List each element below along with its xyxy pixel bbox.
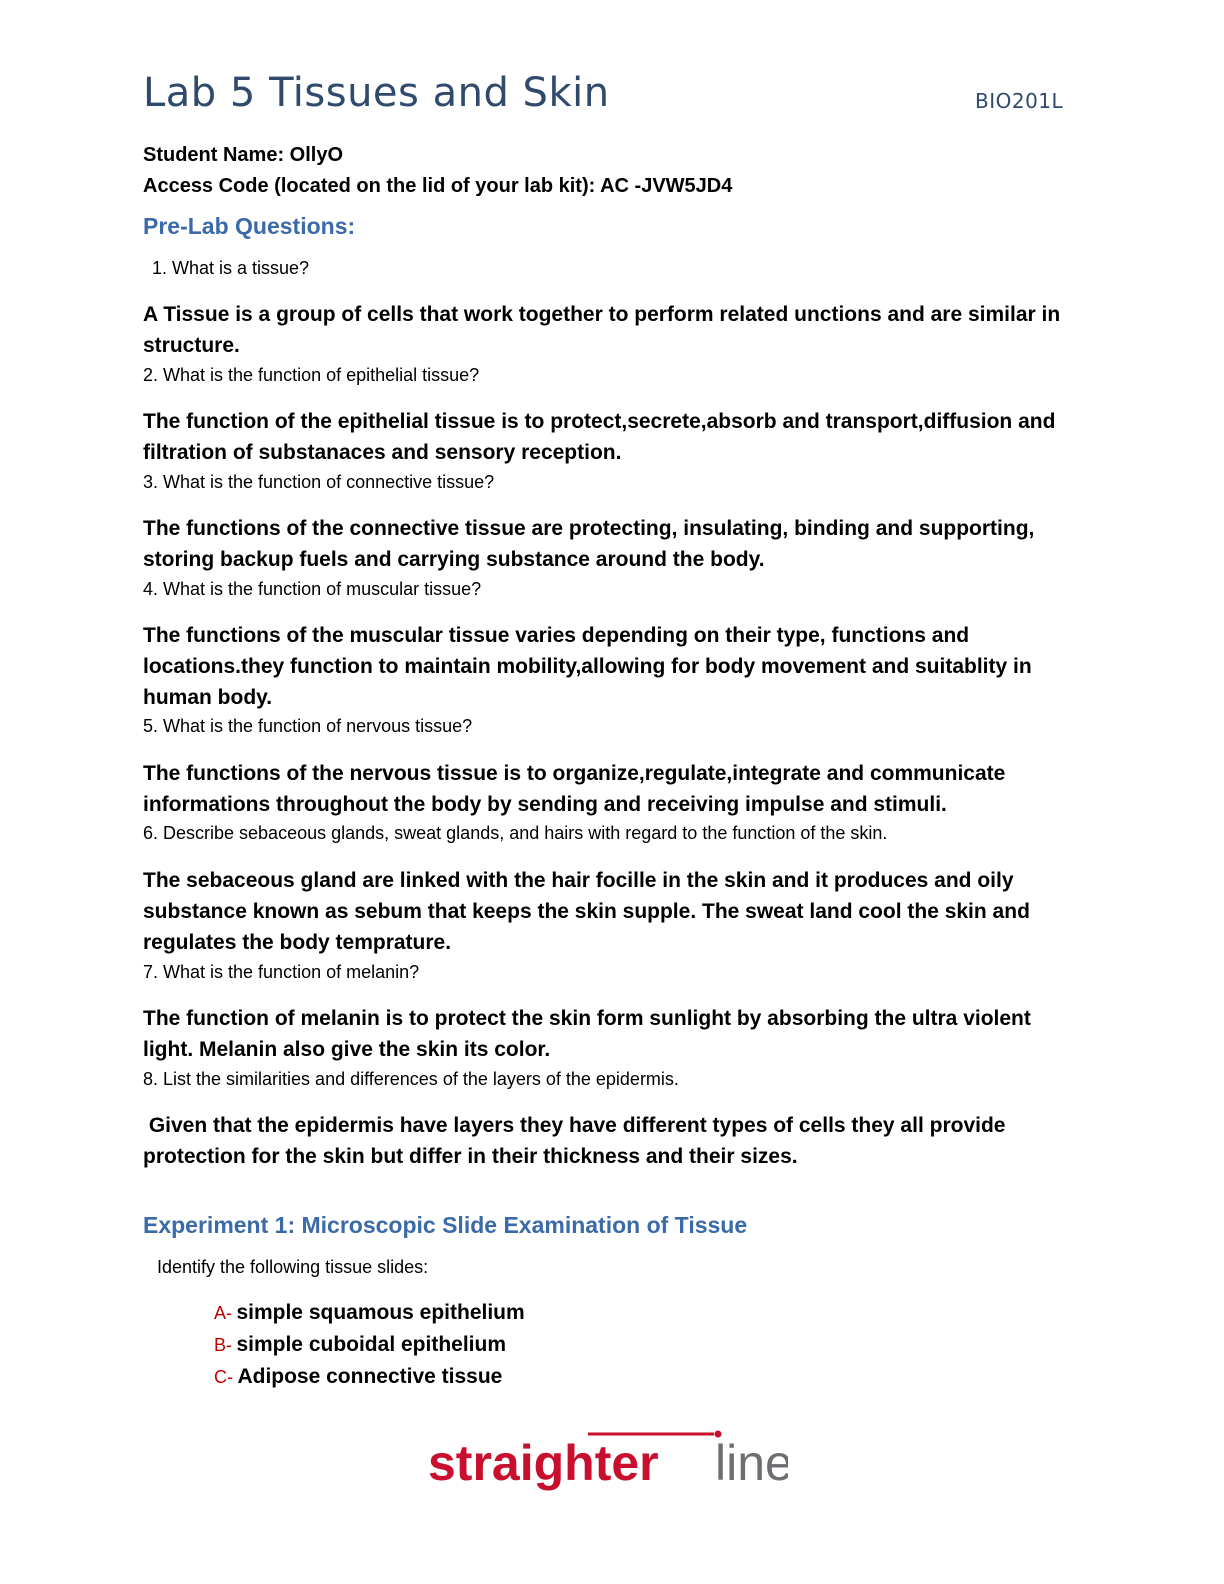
answer-7-line-2: light. Melanin also give the skin its color. bbox=[143, 1038, 551, 1061]
answer-1-line-2: structure. bbox=[143, 334, 240, 357]
course-code: BIO201L bbox=[975, 89, 1064, 113]
slide-item-c bbox=[214, 1365, 502, 1389]
question-5: 5. What is the function of nervous tissue? bbox=[143, 716, 473, 736]
answer-4-line-1: The functions of the muscular tissue varies depending on their type, functions and bbox=[143, 624, 970, 647]
slide-item-a bbox=[214, 1301, 525, 1325]
answer-1-line-1: A Tissue is a group of cells that work together to perform related unctions and are similar in bbox=[143, 303, 1061, 326]
prelab-heading: Pre-Lab Questions: bbox=[143, 213, 356, 239]
question-3: 3. What is the function of connective tissue? bbox=[143, 472, 495, 492]
answer-6-line-3: regulates the body temprature. bbox=[143, 931, 452, 954]
straighterline-logo bbox=[428, 1428, 788, 1503]
slide-letter: A- bbox=[214, 1303, 232, 1323]
slide-answer: Adipose connective tissue bbox=[237, 1365, 503, 1388]
slide-answer: simple squamous epithelium bbox=[236, 1301, 525, 1324]
answer-6-line-2: substance known as sebum that keeps the skin supple. The sweat land cool the skin and bbox=[143, 900, 1030, 923]
question-8: 8. List the similarities and differences of the layers of the epidermis. bbox=[143, 1069, 679, 1089]
answer-2-line-1: The function of the epithelial tissue is to protect,secrete,absorb and transport,diffusion and bbox=[143, 410, 1056, 433]
answer-4-line-3: human body. bbox=[143, 686, 273, 709]
question-1: 1. What is a tissue? bbox=[152, 258, 310, 278]
student-name: Student Name: OllyO bbox=[143, 144, 344, 166]
answer-5-line-2: informations throughout the body by sending and receiving impulse and stimuli. bbox=[143, 793, 947, 816]
answer-8-line-1: Given that the epidermis have layers they have different types of cells they all provide bbox=[143, 1114, 1006, 1137]
logo-text-straighter: straighter bbox=[428, 1435, 659, 1491]
document-title: Lab 5 Tissues and Skin bbox=[143, 70, 610, 116]
slide-letter: C- bbox=[214, 1367, 233, 1387]
access-code: Access Code (located on the lid of your lab kit): AC -JVW5JD4 bbox=[143, 175, 733, 197]
question-4: 4. What is the function of muscular tissue? bbox=[143, 579, 482, 599]
logo-text-line: line bbox=[715, 1435, 788, 1491]
answer-6-line-1: The sebaceous gland are linked with the hair focille in the skin and it produces and oily bbox=[143, 869, 1014, 892]
answer-5-line-1: The functions of the nervous tissue is to organize,regulate,integrate and communicate bbox=[143, 762, 1006, 785]
experiment-instruction: Identify the following tissue slides: bbox=[157, 1257, 429, 1277]
question-7: 7. What is the function of melanin? bbox=[143, 962, 420, 982]
answer-3-line-2: storing backup fuels and carrying substance around the body. bbox=[143, 548, 765, 571]
answer-2-line-2: filtration of substanaces and sensory reception. bbox=[143, 441, 622, 464]
experiment-heading: Experiment 1: Microscopic Slide Examination of Tissue bbox=[143, 1212, 748, 1238]
slide-letter: B- bbox=[214, 1335, 232, 1355]
slide-item-b bbox=[214, 1333, 506, 1357]
answer-4-line-2: locations.they function to maintain mobility,allowing for body movement and suitablity in bbox=[143, 655, 1032, 678]
answer-3-line-1: The functions of the connective tissue are protecting, insulating, binding and supporting, bbox=[143, 517, 1035, 540]
question-6: 6. Describe sebaceous glands, sweat glands, and hairs with regard to the function of the skin. bbox=[143, 823, 888, 843]
question-2: 2. What is the function of epithelial tissue? bbox=[143, 365, 480, 385]
logo-graphic bbox=[428, 1428, 788, 1498]
slide-answer: simple cuboidal epithelium bbox=[236, 1333, 506, 1356]
answer-7-line-1: The function of melanin is to protect the skin form sunlight by absorbing the ultra violent bbox=[143, 1007, 1031, 1030]
answer-8-line-2: protection for the skin but differ in their thickness and their sizes. bbox=[143, 1145, 798, 1168]
